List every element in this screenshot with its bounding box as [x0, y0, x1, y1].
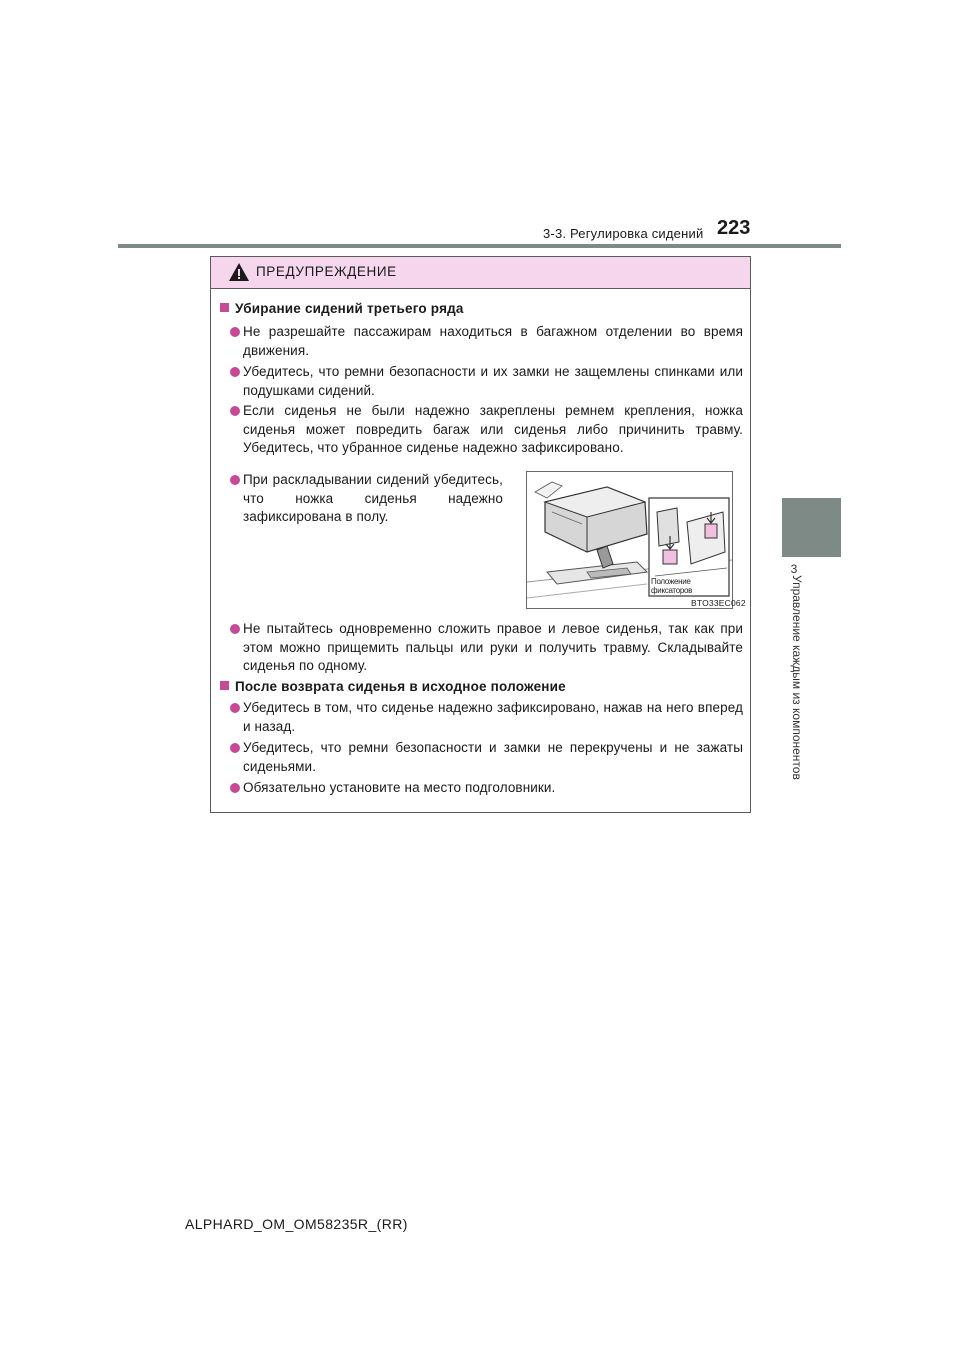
figure-code: BTO33EC062	[691, 598, 746, 608]
seat-leg-lock-illustration	[526, 471, 746, 609]
list-item: Убедитесь, что ремни безопасности и их замки не защемлены спинками или подушками сидений.	[231, 363, 743, 400]
bullet-icon	[230, 406, 240, 416]
section-heading-after-return: После возврата сиденья в исходное положение	[220, 679, 566, 694]
list-item: Не разрешайте пассажирам находиться в багажном отделении во время движения.	[231, 323, 743, 360]
figure-callout-label: Положение фиксаторов	[651, 577, 693, 595]
list-item: Не пытайтесь одновременно сложить правое и левое сиденья, так как при этом можно прищемить пальцы или руки и получить травму. Складывайте сиденья по одному.	[231, 620, 743, 676]
document-id: ALPHARD_OM_OM58235R_(RR)	[185, 1216, 408, 1232]
bullet-icon	[230, 703, 240, 713]
bullet-icon	[230, 783, 240, 793]
page-number: 223	[717, 217, 751, 239]
chapter-tab	[782, 498, 841, 557]
list-item: Убедитесь в том, что сиденье надежно зафиксировано, нажав на него вперед и назад.	[231, 699, 743, 736]
bullet-icon	[230, 624, 240, 634]
list-item: Если сиденья не были надежно закреплены ремнем крепления, ножка сиденья может повредить багаж или сиденья либо причинить травму. Убедитесь, что убранное сиденье надежно зафиксировано.	[231, 402, 743, 458]
section-heading-stowing: Убирание сидений третьего ряда	[220, 301, 464, 316]
bullet-icon	[230, 743, 240, 753]
bullet-icon	[230, 475, 240, 485]
bullet-icon	[230, 367, 240, 377]
warning-title: ПРЕДУПРЕЖДЕНИЕ	[256, 264, 397, 279]
list-item: При раскладывании сидений убедитесь, что ножка сиденья надежно зафиксирована в полу.	[231, 471, 503, 527]
chapter-number: 3	[790, 562, 798, 576]
header-section-title: 3-3. Регулировка сидений	[543, 226, 704, 241]
warning-triangle-icon	[228, 262, 250, 282]
bullet-icon	[230, 327, 240, 337]
list-item: Убедитесь, что ремни безопасности и замки не перекручены и не зажаты сиденьями.	[231, 739, 743, 776]
warning-box	[210, 256, 751, 813]
header-divider	[118, 244, 841, 248]
square-bullet-icon	[220, 681, 229, 690]
list-item: Обязательно установите на место подголовники.	[231, 779, 743, 798]
chapter-title: Управление каждым из компонентов	[790, 575, 804, 780]
square-bullet-icon	[220, 303, 229, 312]
warning-header	[211, 257, 750, 289]
